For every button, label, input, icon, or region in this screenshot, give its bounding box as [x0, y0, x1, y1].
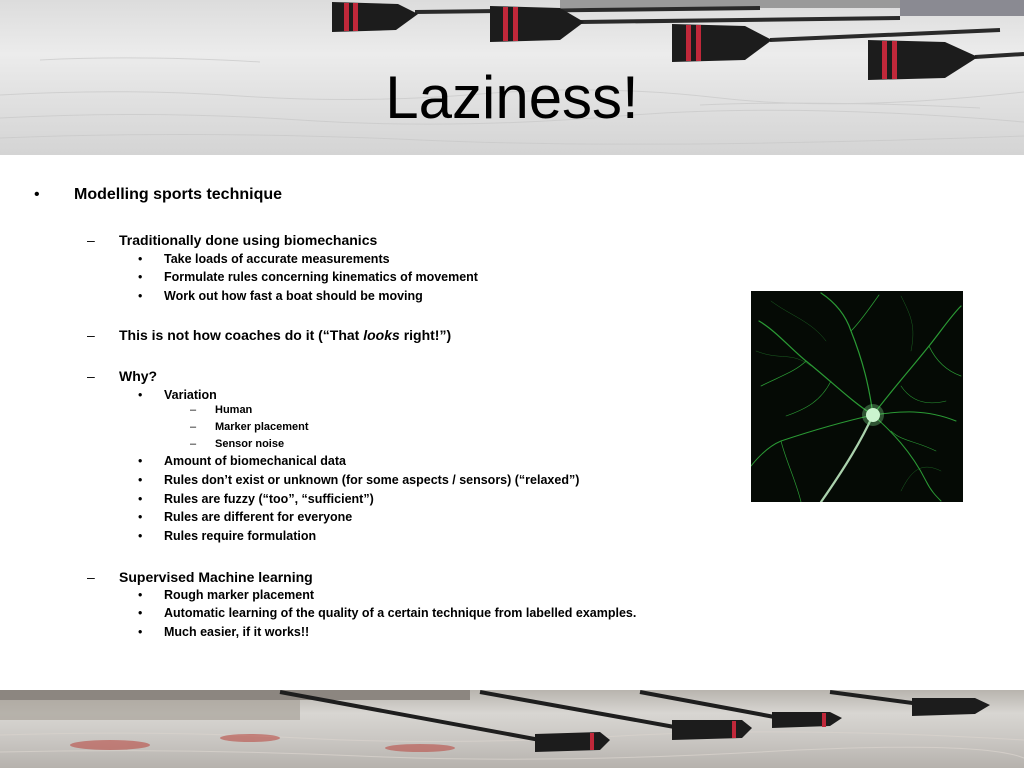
bullet-text: Amount of biomechanical data	[164, 454, 346, 468]
bullet-level-3	[138, 510, 353, 524]
bullet-marker: •	[138, 289, 143, 303]
bullet-text: Rules are fuzzy (“too”, “sufficient”)	[164, 492, 374, 506]
dash-marker: –	[190, 438, 197, 450]
bullet-text: Modelling sports technique	[74, 186, 283, 203]
neuron-image	[751, 291, 963, 502]
dash-marker: –	[87, 327, 95, 343]
dash-marker: –	[87, 569, 95, 585]
bullet-level-3	[138, 473, 580, 487]
bullet-level-3	[138, 606, 637, 620]
neuron-illustration	[751, 291, 963, 502]
bullet-text: Traditionally done using biomechanics	[119, 232, 378, 248]
bullet-text-emphasis: looks	[363, 327, 400, 343]
bullet-marker: •	[138, 270, 143, 284]
bullet-text: Supervised Machine learning	[119, 569, 313, 585]
bullet-level-4	[190, 421, 309, 433]
slide-title: Laziness!	[385, 64, 639, 131]
bullet-level-3	[138, 492, 374, 506]
bullet-level-2	[87, 368, 158, 384]
bullet-marker: •	[138, 388, 143, 402]
bullet-marker: •	[138, 492, 143, 506]
rowing-oars-bottom-illustration	[0, 690, 1024, 768]
bullet-marker: •	[138, 529, 143, 543]
bullet-level-4	[190, 438, 285, 450]
bullet-text: Rough marker placement	[164, 588, 315, 602]
bullet-marker: •	[138, 625, 143, 639]
bullet-level-4	[190, 404, 253, 416]
bullet-level-3	[138, 529, 317, 543]
bullet-text: Work out how fast a boat should be moving	[164, 289, 423, 303]
bullet-level-3	[138, 454, 346, 468]
bullet-text: Sensor noise	[215, 438, 285, 450]
dash-marker: –	[87, 368, 95, 384]
bullet-text: Automatic learning of the quality of a certain technique from labelled examples.	[164, 606, 637, 620]
bullet-text: right!”)	[399, 327, 452, 343]
bullet-text: Take loads of accurate measurements	[164, 252, 390, 266]
bullet-level-3	[138, 252, 390, 266]
bullet-text: Much easier, if it works!!	[164, 625, 310, 639]
bullet-level-3	[138, 289, 423, 303]
bullet-level-3	[138, 588, 315, 602]
bullet-text: Rules don’t exist or unknown (for some aspects / sensors) (“relaxed”)	[164, 473, 580, 487]
bullet-marker: •	[138, 252, 143, 266]
bullet-marker: •	[138, 510, 143, 524]
bullet-text: Human	[215, 404, 253, 416]
bullet-text: Formulate rules concerning kinematics of movement	[164, 270, 478, 284]
bullet-level-2	[87, 232, 378, 248]
bullet-text: Marker placement	[215, 421, 309, 433]
dash-marker: –	[190, 404, 197, 416]
bullet-level-2	[87, 569, 313, 585]
bullet-marker: •	[138, 473, 143, 487]
bullet-level-3	[138, 270, 478, 284]
bullet-text: Rules are different for everyone	[164, 510, 353, 524]
dash-marker: –	[87, 232, 95, 248]
bullet-level-2	[87, 327, 452, 343]
bullet-marker: •	[138, 454, 143, 468]
bullet-text: Rules require formulation	[164, 529, 317, 543]
bullet-level-1	[34, 186, 283, 204]
bullet-marker: •	[34, 186, 40, 203]
dash-marker: –	[190, 421, 197, 433]
bullet-marker: •	[138, 588, 143, 602]
bullet-text: Variation	[164, 388, 217, 402]
bullet-level-3	[138, 388, 217, 402]
bullet-level-3	[138, 625, 310, 639]
bullet-marker: •	[138, 606, 143, 620]
bullet-text: This is not how coaches do it (“That	[119, 327, 364, 343]
bottom-banner-image	[0, 690, 1024, 768]
bullet-text: Why?	[119, 368, 158, 384]
